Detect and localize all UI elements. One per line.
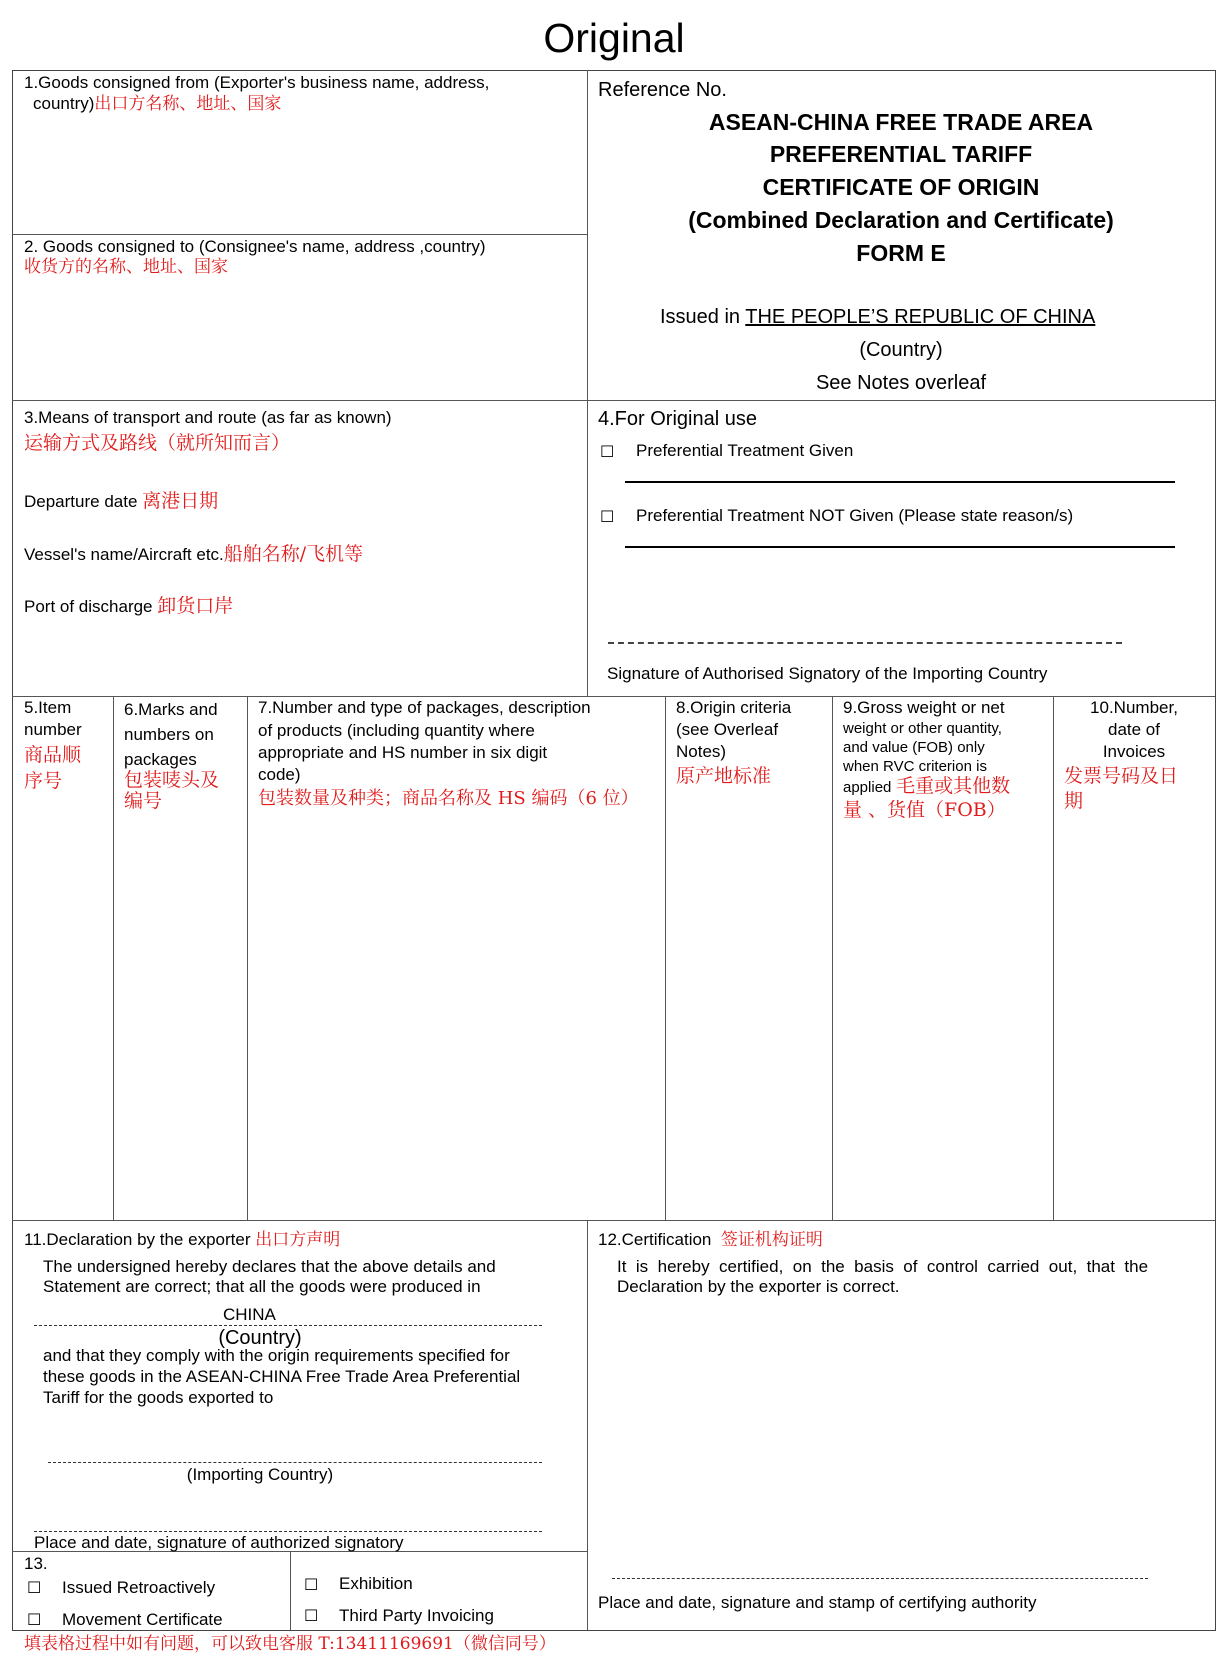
certificate-heading-line4: (Combined Declaration and Certificate) xyxy=(688,207,1114,233)
box2-content-area[interactable] xyxy=(14,282,584,396)
divider-row2 xyxy=(12,400,1215,401)
col9-label-line2: weight or other quantity, xyxy=(843,720,1002,737)
port-of-discharge-label: Port of discharge xyxy=(24,597,153,616)
certificate-heading-line3: CERTIFICATE OF ORIGIN xyxy=(762,174,1040,200)
col8-label-line1: 8.Origin criteria xyxy=(676,698,792,717)
divider-col8 xyxy=(832,696,833,1220)
box3-label: 3.Means of transport and route (as far as known) xyxy=(24,408,392,427)
box11-importing-dashed-line[interactable] xyxy=(48,1462,542,1463)
col5-label-cn2: 序号 xyxy=(24,770,63,792)
col9-content-area[interactable] xyxy=(834,830,1051,1218)
issued-in-prefix: Issued in xyxy=(660,306,741,328)
divider-col9 xyxy=(1053,696,1054,1220)
col10-label-line2: date of xyxy=(1108,720,1160,739)
vessel-name-label-cn: 船舶名称/飞机等 xyxy=(223,543,364,565)
box11-paragraph-2: Statement are correct; that all the goods were produced in xyxy=(43,1277,481,1296)
preferential-not-given-checkbox[interactable]: ☐ xyxy=(600,507,615,526)
issued-retroactively-label: Issued Retroactively xyxy=(62,1578,216,1597)
departure-date-field[interactable] xyxy=(24,491,218,512)
third-party-invoicing-checkbox[interactable]: ☐ xyxy=(304,1606,319,1625)
col6-label-cn1: 包装唛头及 xyxy=(124,769,220,791)
box12-paragraph-1: It is hereby certified, on the basis of control carried out, that the xyxy=(617,1257,1149,1276)
col7-label-line1: 7.Number and type of packages, description xyxy=(258,698,591,717)
box11-paragraph-3: and that they comply with the origin requirements specified for xyxy=(43,1346,510,1365)
col9-label-line1: 9.Gross weight or net xyxy=(843,698,1005,717)
page-title: Original xyxy=(543,15,685,61)
divider-col5 xyxy=(113,696,114,1220)
col9-label-line3: and value (FOB) only xyxy=(843,739,985,756)
col9-label-line4: when RVC criterion is xyxy=(843,758,987,775)
box13-label: 13. xyxy=(24,1554,48,1573)
box11-country-value[interactable]: CHINA xyxy=(223,1305,276,1324)
col10-content-area[interactable] xyxy=(1055,830,1212,1218)
col6-label-line3: packages xyxy=(124,750,197,769)
box1-label-en2: country) xyxy=(33,94,95,113)
col9-label-line5 xyxy=(843,776,1010,798)
footer-contact-note: 填表格过程中如有问题，可以致电客服 T:13411169691（微信同号） xyxy=(24,1634,556,1654)
exhibition-label: Exhibition xyxy=(339,1574,413,1593)
certificate-heading-line2: PREFERENTIAL TARIFF xyxy=(769,141,1033,167)
box11-label xyxy=(24,1229,340,1251)
departure-date-label: Departure date xyxy=(24,492,138,511)
col6-content-area[interactable] xyxy=(115,830,245,1218)
vessel-name-field[interactable] xyxy=(24,544,363,565)
box11-importing-caption: (Importing Country) xyxy=(186,1465,334,1484)
box2-label-cn: 收货方的名称、地址、国家 xyxy=(24,257,228,277)
box12-paragraph-2: Declaration by the exporter is correct. xyxy=(617,1277,900,1296)
box11-country-caption: (Country) xyxy=(218,1327,302,1349)
box2-label: 2. Goods consigned to (Consignee's name, address ,country) xyxy=(24,237,486,256)
divider-col6 xyxy=(247,696,248,1220)
box12-content-area[interactable] xyxy=(590,1300,1210,1570)
issued-retroactively-checkbox[interactable]: ☐ xyxy=(27,1578,42,1597)
departure-date-label-cn: 离港日期 xyxy=(142,490,219,512)
issued-in-line xyxy=(660,304,1095,330)
col5-label-cn1: 商品顺 xyxy=(24,744,82,766)
issued-country-caption: (Country) xyxy=(859,339,943,361)
reference-no-label: Reference No. xyxy=(598,79,727,101)
divider-vertical-bottom xyxy=(587,1220,588,1630)
box1-label: 1.Goods consigned from (Exporter's business name, address, xyxy=(24,73,490,92)
box11-signature-label: Place and date, signature of authorized signatory xyxy=(34,1533,404,1552)
preferential-given-underline xyxy=(625,481,1175,483)
col6-label-cn2: 编号 xyxy=(124,790,163,812)
box4-label: 4.For Original use xyxy=(598,408,757,430)
certificate-heading-line1: ASEAN-CHINA FREE TRADE AREA xyxy=(708,109,1094,135)
col10-label-cn2: 期 xyxy=(1064,790,1084,812)
col8-label-line2: (see Overleaf xyxy=(676,720,779,739)
box11-paragraph-5: Tariff for the goods exported to xyxy=(43,1388,274,1407)
box12-label xyxy=(598,1229,823,1251)
col8-label-line3: Notes) xyxy=(676,742,727,761)
col8-content-area[interactable] xyxy=(667,830,830,1218)
col6-label-line1: 6.Marks and xyxy=(124,700,218,719)
divider-box13-cols xyxy=(290,1551,291,1630)
col9-label-cn2: 量 、货值（FOB） xyxy=(843,799,1006,821)
importing-signature-dashed-line xyxy=(608,642,1122,644)
col7-content-area[interactable] xyxy=(249,830,663,1218)
port-of-discharge-label-cn: 卸货口岸 xyxy=(157,595,234,617)
issued-in-country[interactable]: THE PEOPLE’S REPUBLIC OF CHINA xyxy=(745,306,1096,328)
box12-signature-label: Place and date, signature and stamp of certifying authority xyxy=(598,1593,1037,1612)
certificate-heading-form: FORM E xyxy=(856,240,946,266)
col8-label-cn1: 原产地标准 xyxy=(676,765,772,787)
box12-signature-dashed-line xyxy=(612,1578,1148,1579)
box1-content-area[interactable] xyxy=(14,118,584,230)
box3-label-cn: 运输方式及路线（就所知而言） xyxy=(24,432,291,454)
col7-label-line4: code) xyxy=(258,765,301,784)
col5-label-line1: 5.Item xyxy=(24,698,72,717)
third-party-invoicing-label: Third Party Invoicing xyxy=(339,1606,494,1625)
preferential-not-given-label: Preferential Treatment NOT Given (Please state reason/s) xyxy=(636,506,1074,525)
col7-label-line3: appropriate and HS number in six digit xyxy=(258,743,548,762)
col9-label-applied: applied xyxy=(843,779,892,796)
divider-col7 xyxy=(665,696,666,1220)
vessel-name-label: Vessel's name/Aircraft etc. xyxy=(24,545,224,564)
col10-label-line3: Invoices xyxy=(1102,742,1166,761)
box11-paragraph-1: The undersigned hereby declares that the above details and xyxy=(43,1257,496,1276)
box11-label-en: 11.Declaration by the exporter xyxy=(24,1230,251,1249)
col10-label-line1: 10.Number, xyxy=(1090,698,1178,717)
box11-label-cn: 出口方声明 xyxy=(255,1230,341,1250)
col7-label-cn1: 包装数量及种类；商品名称及 HS 编码（6 位） xyxy=(258,788,639,809)
col7-label-line2: of products (including quantity where xyxy=(258,721,535,740)
exhibition-checkbox[interactable]: ☐ xyxy=(304,1575,319,1594)
box1-label-cn: 出口方名称、地址、国家 xyxy=(94,94,282,114)
preferential-given-checkbox[interactable]: ☐ xyxy=(600,442,615,461)
divider-row3 xyxy=(12,696,1215,697)
see-notes-overleaf: See Notes overleaf xyxy=(815,372,987,394)
divider-box1-box2 xyxy=(12,234,587,235)
col6-label-line2: numbers on xyxy=(124,725,214,744)
preferential-given-label: Preferential Treatment Given xyxy=(636,441,854,460)
movement-certificate-label: Movement Certificate xyxy=(62,1610,223,1629)
box12-label-cn: 签证机构证明 xyxy=(720,1230,823,1250)
importing-signature-label: Signature of Authorised Signatory of the Importing Country xyxy=(607,664,1048,683)
box12-label-en: 12.Certification xyxy=(598,1230,712,1249)
col5-content-area[interactable] xyxy=(14,830,111,1218)
preferential-not-given-underline xyxy=(625,546,1175,548)
col9-label-cn1: 毛重或其他数 xyxy=(896,775,1011,797)
col10-label-cn1: 发票号码及日 xyxy=(1064,765,1179,787)
box11-paragraph-4: these goods in the ASEAN-CHINA Free Trade Area Preferential xyxy=(43,1367,521,1386)
port-of-discharge-field[interactable] xyxy=(24,596,233,617)
col5-label-line2: number xyxy=(24,720,82,739)
divider-row4 xyxy=(12,1220,1215,1221)
movement-certificate-checkbox[interactable]: ☐ xyxy=(27,1610,42,1629)
box1-label-line2 xyxy=(33,93,281,115)
